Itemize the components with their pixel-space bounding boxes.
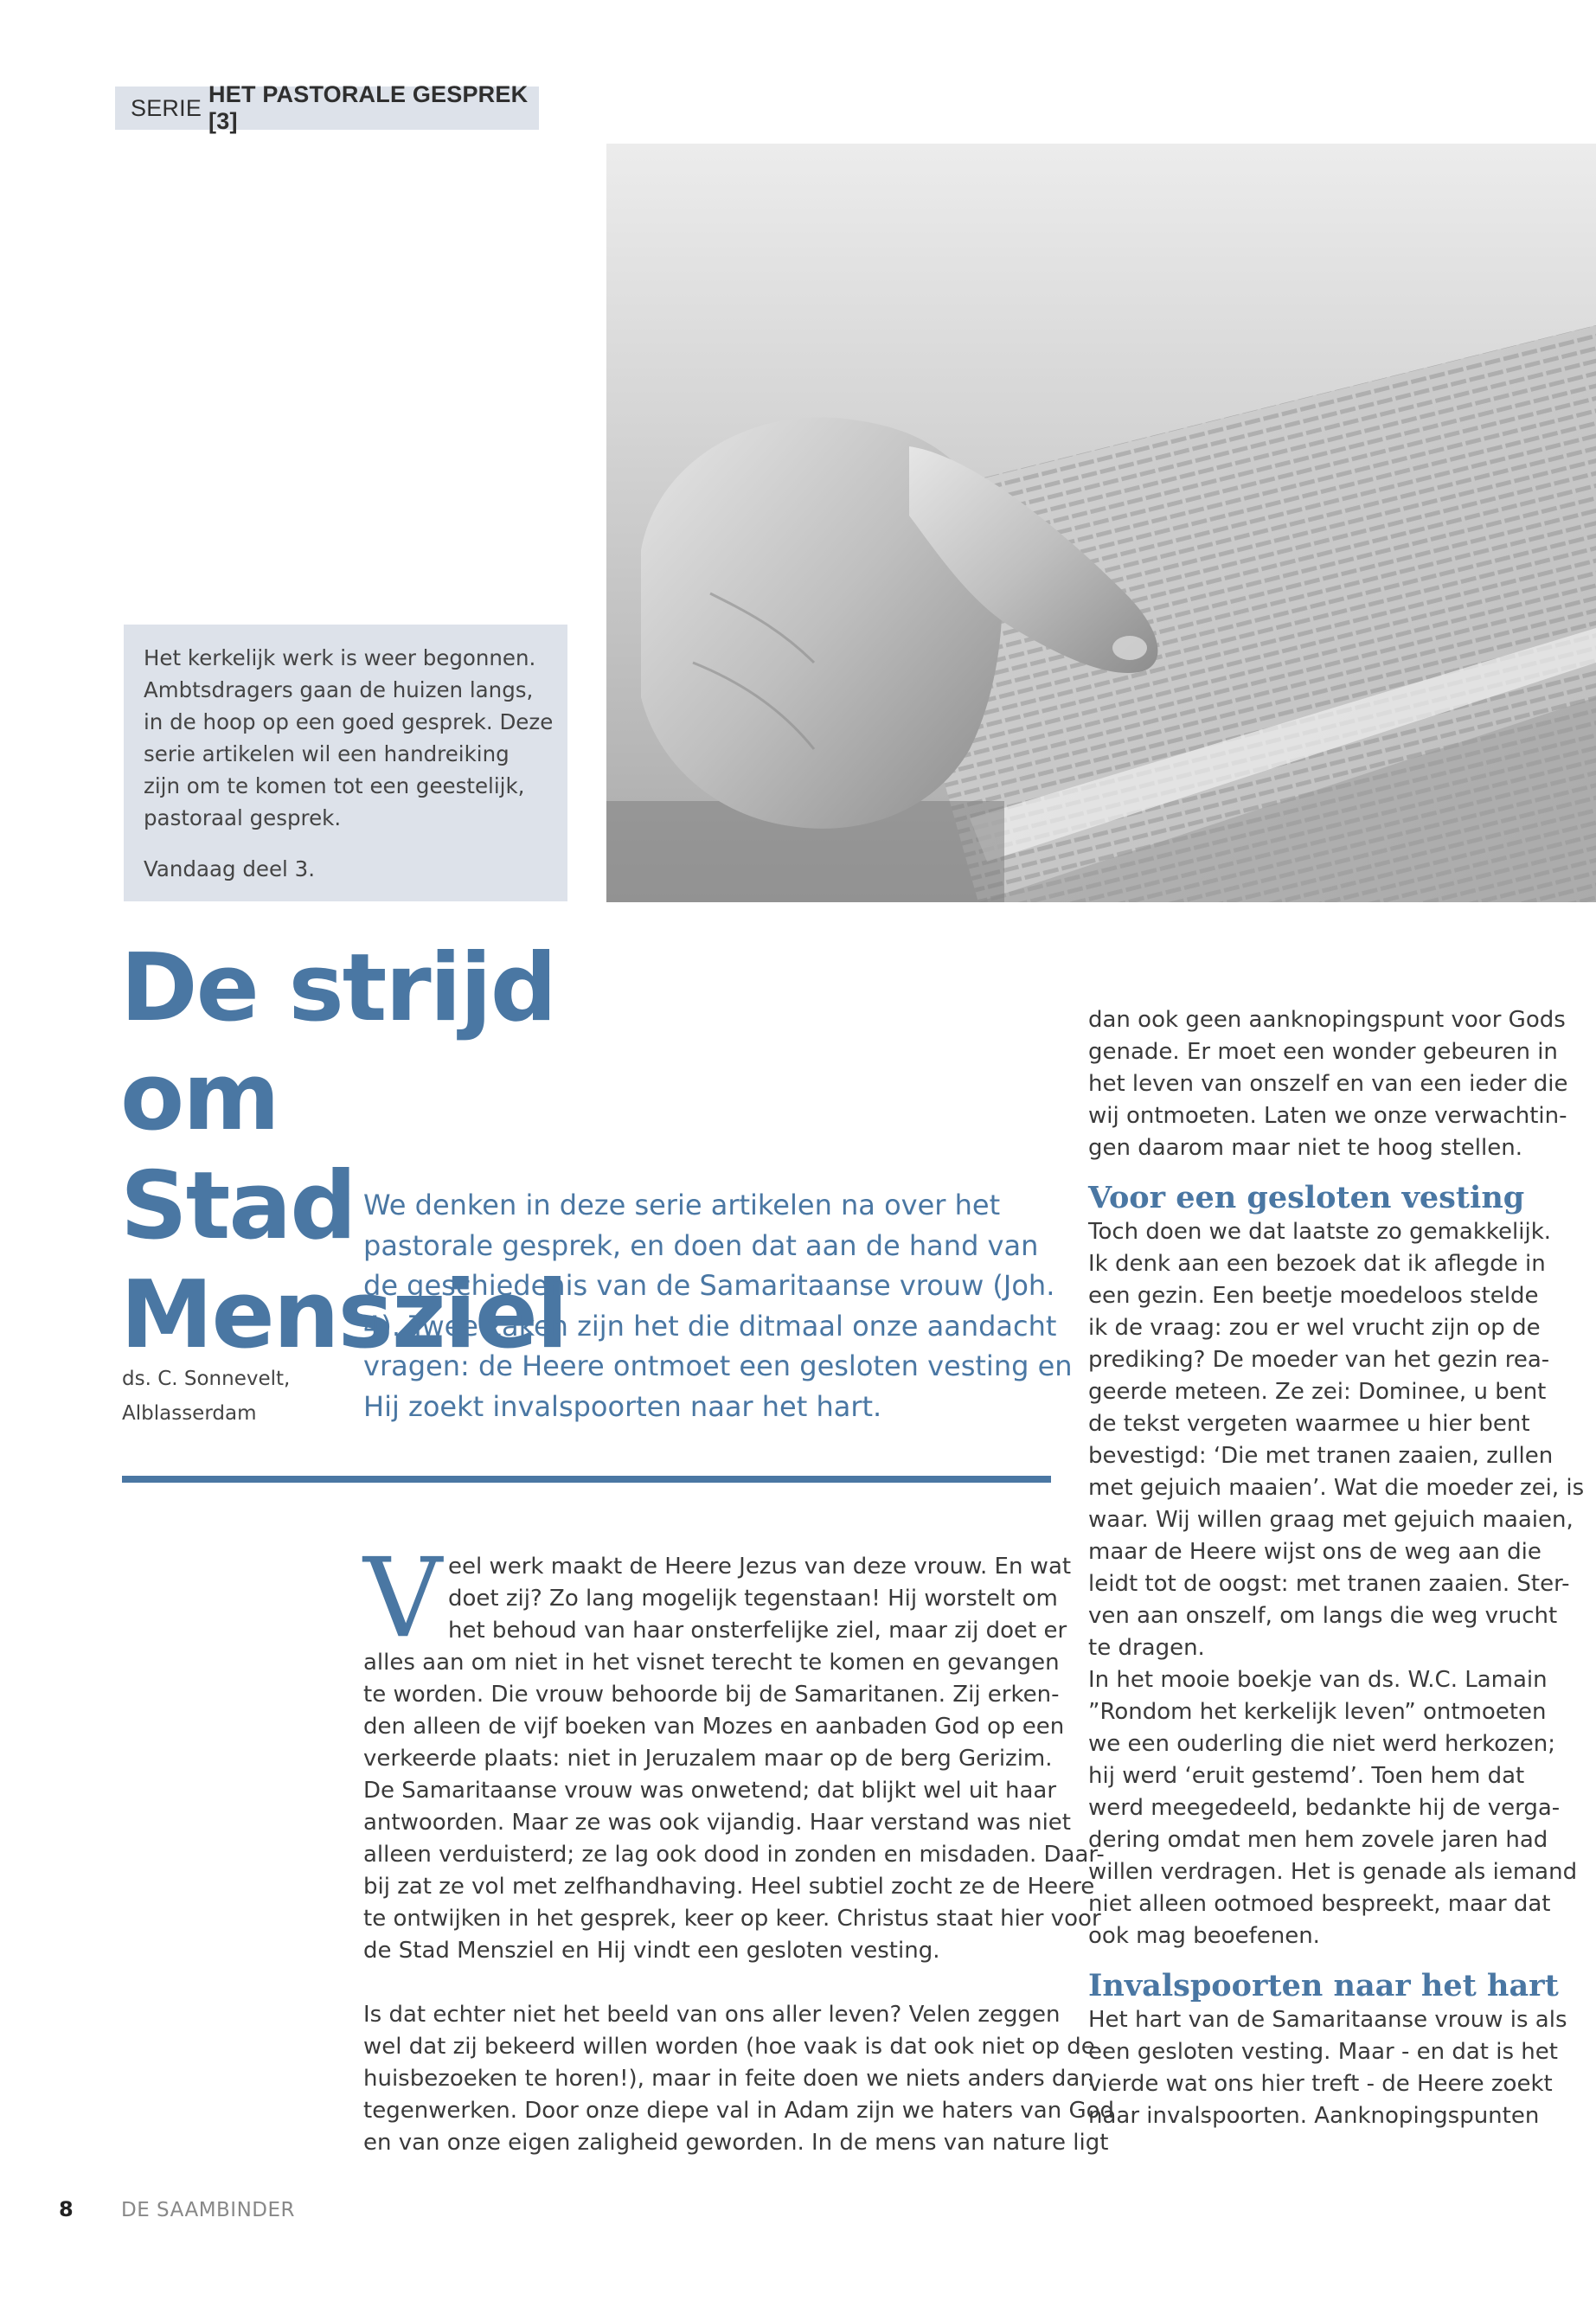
second-paragraph xyxy=(363,1999,1115,2159)
body-line: te dragen. xyxy=(1088,1635,1205,1661)
body-line: waar. Wij willen graag met gejuich maaien, xyxy=(1088,1507,1574,1533)
article-lede xyxy=(363,1185,1073,1426)
body-line: hij werd ‘eruit gestemd’. Toen hem dat xyxy=(1088,1763,1525,1789)
body-line: te worden. Die vrouw behoorde bij de Samaritanen. Zij erken- xyxy=(363,1682,1060,1708)
intro-line: in de hoop op een goed gesprek. Deze xyxy=(144,709,554,734)
subheading-gesloten-vesting: Voor een gesloten vesting xyxy=(1088,1180,1525,1215)
body-line: te ontwijken in het gesprek, keer op keer. Christus staat hier voor xyxy=(363,1906,1101,1932)
series-title: HET PASTORALE GESPREK [3] xyxy=(208,81,529,134)
intro-line: Het kerkelijk werk is weer begonnen. xyxy=(144,645,536,670)
body-line: ven aan onszelf, om langs die weg vrucht xyxy=(1088,1603,1558,1629)
body-line: alleen verduisterd; ze lag ook dood in zonden en misdaden. Daar- xyxy=(363,1842,1105,1868)
intro-part-number: Vandaag deel 3. xyxy=(144,856,315,881)
magazine-name: DE SAAMBINDER xyxy=(121,2199,296,2221)
body-line: willen verdragen. Het is genade als iemand xyxy=(1088,1859,1578,1885)
body-line: het leven van onszelf en van een ieder die xyxy=(1088,1071,1568,1097)
lede-line: pastorale gesprek, en doen dat aan de hand van xyxy=(363,1228,1039,1262)
intro-line: zijn om te komen tot een geestelijk, xyxy=(144,773,525,798)
body-line: prediking? De moeder van het gezin rea- xyxy=(1088,1347,1550,1373)
body-line: het behoud van haar onsterfelijke ziel, maar zij doet er xyxy=(448,1618,1067,1644)
body-line: de tekst vergeten waarmee u hier bent xyxy=(1088,1411,1530,1437)
intro-line: Ambtsdragers gaan de huizen langs, xyxy=(144,677,534,702)
body-line: De Samaritaanse vrouw was onwetend; dat blijkt wel uit haar xyxy=(363,1778,1057,1804)
body-line: een gezin. Een beetje moedeloos stelde xyxy=(1088,1283,1539,1309)
body-line: en van onze eigen zaligheid geworden. In de mens van nature ligt xyxy=(363,2130,1109,2156)
body-line: geerde meteen. Ze zei: Dominee, u bent xyxy=(1088,1379,1547,1405)
body-line: Het hart van de Samaritaanse vrouw is als xyxy=(1088,2007,1567,2033)
body-line: Is dat echter niet het beeld van ons aller leven? Velen zeggen xyxy=(363,2002,1061,2028)
body-line: maar de Heere wijst ons de weg aan die xyxy=(1088,1539,1542,1565)
body-line: bevestigd: ‘Die met tranen zaaien, zullen xyxy=(1088,1443,1554,1469)
author-byline xyxy=(122,1362,321,1431)
lede-line: de geschiedenis van de Samaritaanse vrouw (Joh. xyxy=(363,1269,1055,1302)
body-line: ”Rondom het kerkelijk leven” ontmoeten xyxy=(1088,1699,1547,1725)
body-line: wel dat zij bekeerd willen worden (hoe vaak is dat ook niet op de xyxy=(363,2034,1095,2060)
first-paragraph xyxy=(363,1535,1105,1967)
section-divider xyxy=(122,1476,1051,1483)
body-line: Toch doen we dat laatste zo gemakkelijk. xyxy=(1088,1219,1552,1245)
body-line: dan ook geen aanknopingspunt voor Gods xyxy=(1088,1007,1566,1033)
body-line: antwoorden. Maar ze was ook vijandig. Haar verstand was niet xyxy=(363,1810,1071,1836)
section-gesloten-vesting xyxy=(1088,1216,1585,1952)
body-line: met gejuich maaien’. Wat die moeder zei, is xyxy=(1088,1475,1585,1501)
body-line: een gesloten vesting. Maar - en dat is het xyxy=(1088,2039,1558,2065)
body-line: we een ouderling die niet werd herkozen; xyxy=(1088,1731,1556,1757)
lede-line: 4). Twee zaken zijn het die ditmaal onze aandacht xyxy=(363,1309,1057,1343)
body-line: Ik denk aan een bezoek dat ik aflegde in xyxy=(1088,1251,1546,1277)
body-column-left xyxy=(363,1535,1115,2159)
series-prefix: SERIE xyxy=(131,94,202,121)
body-line: ik de vraag: zou er wel vrucht zijn op de xyxy=(1088,1315,1541,1341)
body-line: huisbezoeken te horen!), maar in feite doen we niets anders dan xyxy=(363,2066,1094,2092)
lede-line: vragen: de Heere ontmoet een gesloten vesting en xyxy=(363,1349,1073,1382)
author-location: Alblasserdam xyxy=(122,1402,257,1425)
intro-line: pastoraal gesprek. xyxy=(144,805,342,830)
body-line: tegenwerken. Door onze diepe val in Adam zijn we haters van God xyxy=(363,2098,1115,2124)
intro-box xyxy=(124,625,567,901)
section-invalspoorten xyxy=(1088,2004,1573,2132)
body-line: alles aan om niet in het visnet terecht te komen en gevangen xyxy=(363,1650,1060,1676)
body-line: ook mag beoefenen. xyxy=(1088,1923,1320,1949)
page-number: 8 xyxy=(59,2197,74,2221)
body-line: verkeerde plaats: niet in Jeruzalem maar op de berg Gerizim. xyxy=(363,1746,1053,1772)
body-line: leidt tot de oogst: met tranen zaaien. Ster- xyxy=(1088,1571,1570,1597)
author-name: ds. C. Sonnevelt, xyxy=(122,1368,291,1390)
lede-line: We denken in deze serie artikelen na over het xyxy=(363,1189,1001,1221)
body-line: dering omdat men hem zovele jaren had xyxy=(1088,1827,1548,1853)
body-line: werd meegedeeld, bedankte hij de verga- xyxy=(1088,1795,1561,1821)
subheading-invalspoorten: Invalspoorten naar het hart xyxy=(1088,1968,1559,2003)
title-line-2: Stad Mensziel xyxy=(120,1152,567,1369)
drop-cap: V xyxy=(363,1535,442,1662)
body-line: doet zij? Zo lang mogelijk tegenstaan! Hij worstelt om xyxy=(448,1586,1058,1612)
bible-finger-photo xyxy=(606,144,1596,902)
body-line: eel werk maakt de Heere Jezus van deze vrouw. En wat xyxy=(448,1554,1072,1580)
body-line: den alleen de vijf boeken van Mozes en aanbaden God op een xyxy=(363,1714,1065,1740)
intro-line: serie artikelen wil een handreiking xyxy=(144,741,510,766)
body-line: In het mooie boekje van ds. W.C. Lamain xyxy=(1088,1667,1548,1693)
continuation-paragraph xyxy=(1088,1004,1573,1164)
body-line: niet alleen ootmoed bespreekt, maar dat xyxy=(1088,1891,1551,1917)
lede-line: Hij zoekt invalspoorten naar het hart. xyxy=(363,1389,882,1423)
series-tag xyxy=(115,81,539,134)
paragraph-gap xyxy=(363,1967,1051,1999)
body-line: bij zat ze vol met zelfhandhaving. Heel subtiel zocht ze de Heere xyxy=(363,1874,1095,1900)
body-line: de Stad Mensziel en Hij vindt een gesloten vesting. xyxy=(363,1938,940,1964)
body-line: wij ontmoeten. Laten we onze verwachtin- xyxy=(1088,1103,1567,1129)
body-line: vierde wat ons hier treft - de Heere zoekt xyxy=(1088,2071,1553,2097)
body-line: genade. Er moet een wonder gebeuren in xyxy=(1088,1039,1558,1065)
title-line-1: De strijd om xyxy=(120,934,556,1151)
body-column-right xyxy=(1088,1004,1585,2132)
body-line: gen daarom maar niet te hoog stellen. xyxy=(1088,1135,1522,1161)
intro-text xyxy=(144,642,554,834)
body-line: naar invalspoorten. Aanknopingspunten xyxy=(1088,2103,1540,2129)
